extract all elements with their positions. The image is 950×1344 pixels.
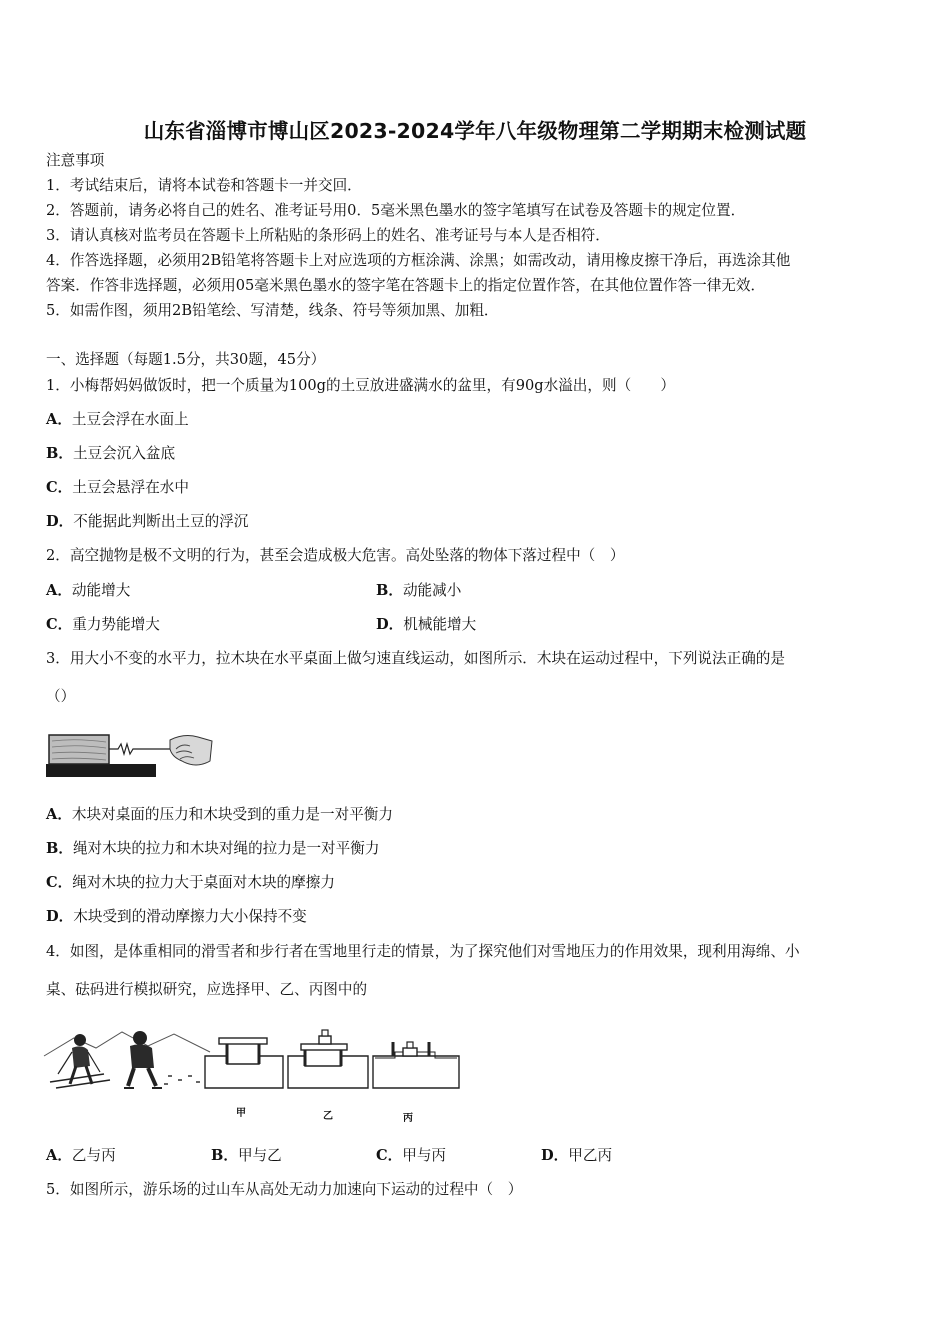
notice-item-4: 4．作答选择题，必须用2B铅笔将答题卡上对应选项的方框涂满、涂黑；如需改动，请用橡皮擦干净后，再选涂其他 <box>46 252 791 269</box>
q3-option-a <box>46 805 393 825</box>
wood-block <box>49 735 109 764</box>
caption-yi: 乙 <box>323 1111 333 1122</box>
option-text: 动能增大 <box>71 582 131 599</box>
notice-item-1: 1．考试结束后，请将本试卷和答题卡一并交回． <box>46 177 362 194</box>
q2-option-b <box>376 581 461 601</box>
option-label: B． <box>376 582 403 599</box>
q1-option-b <box>46 444 175 464</box>
option-text: 甲与乙 <box>237 1147 282 1164</box>
q4-option-b <box>211 1146 282 1166</box>
sponge-jia <box>205 1038 283 1088</box>
sponge-yi <box>288 1030 368 1088</box>
option-label: C． <box>46 874 73 891</box>
option-label: B． <box>46 840 73 857</box>
caption-jia: 甲 <box>236 1108 246 1119</box>
option-text: 土豆会悬浮在水中 <box>72 479 189 496</box>
option-label: A． <box>46 582 72 599</box>
option-text: 木块对桌面的压力和木块受到的重力是一对平衡力 <box>71 806 393 823</box>
q4-option-a <box>46 1146 116 1166</box>
option-text: 绳对木块的拉力大于桌面对木块的摩擦力 <box>72 874 335 891</box>
option-label: D． <box>46 513 74 530</box>
option-label: A． <box>46 411 72 428</box>
q4-option-c <box>376 1146 446 1166</box>
option-label: B． <box>46 445 73 462</box>
q1-option-a <box>46 410 189 430</box>
option-text: 动能减小 <box>402 582 462 599</box>
option-text: 机械能增大 <box>403 616 477 633</box>
rope-spring <box>109 744 174 754</box>
skier-icon <box>50 1034 110 1088</box>
notice-item-4-cont: 答案．作答非选择题，必须用05毫米黑色墨水的签字笔在答题卡上的指定位置作答，在其他位置作答一律无效． <box>46 277 766 294</box>
option-text: 甲乙丙 <box>568 1147 613 1164</box>
q4-snow-figure <box>44 1026 210 1092</box>
option-text: 绳对木块的拉力和木块对绳的拉力是一对平衡力 <box>72 840 380 857</box>
notice-item-3: 3．请认真核对监考员在答题卡上所粘贴的条形码上的姓名、准考证号与本人是否相符． <box>46 227 610 244</box>
q3-option-d <box>46 907 307 927</box>
sponge-bing <box>373 1042 459 1088</box>
option-text: 不能据此判断出土豆的浮沉 <box>73 513 249 530</box>
q3-stem-cont: （） <box>46 688 76 705</box>
option-label: C． <box>46 616 73 633</box>
section-heading: 一、选择题（每题1.5分，共30题，45分） <box>46 351 326 368</box>
q2-stem: 2．高空抛物是极不文明的行为，甚至会造成极大危害。高处坠落的物体下落过程中（ ） <box>46 547 625 564</box>
hand-icon <box>170 736 212 765</box>
q1-stem: 1．小梅帮妈妈做饭时，把一个质量为100g的土豆放进盛满水的盆里，有90g水溢出，则（ ） <box>46 377 675 394</box>
q2-option-a <box>46 581 130 601</box>
snow-footprints <box>164 1076 200 1084</box>
option-label: D． <box>541 1147 569 1164</box>
q2-option-c <box>46 615 160 635</box>
option-text: 木块受到的滑动摩擦力大小保持不变 <box>73 908 307 925</box>
option-label: D． <box>46 908 74 925</box>
q1-option-c <box>46 478 189 498</box>
option-text: 甲与丙 <box>402 1147 447 1164</box>
q3-stem: 3．用大小不变的水平力，拉木块在水平桌面上做匀速直线运动，如图所示．木块在运动过程中，下列说法正确的是 <box>46 650 785 667</box>
q5-stem: 5．如图所示，游乐场的过山车从高处无动力加速向下运动的过程中（ ） <box>46 1181 523 1198</box>
q4-stem: 4．如图，是体重相同的滑雪者和步行者在雪地里行走的情景，为了探究他们对雪地压力的作用效果，现利用海绵、小 <box>46 943 800 960</box>
table-surface <box>46 764 156 777</box>
page-title: 山东省淄博市博山区2023-2024学年八年级物理第二学期期末检测试题 <box>143 119 807 143</box>
option-text: 重力势能增大 <box>72 616 160 633</box>
option-label: A． <box>46 806 72 823</box>
q3-option-c <box>46 873 335 893</box>
q4-stem-cont: 桌、砝码进行模拟研究，应选择甲、乙、丙图中的 <box>46 981 368 998</box>
option-text: 土豆会浮在水面上 <box>71 411 189 428</box>
option-text: 土豆会沉入盆底 <box>72 445 176 462</box>
option-text: 乙与丙 <box>71 1147 116 1164</box>
q3-figure <box>46 731 212 779</box>
walker-icon <box>124 1031 162 1088</box>
option-label: C． <box>376 1147 403 1164</box>
option-label: C． <box>46 479 73 496</box>
caption-bing: 丙 <box>403 1113 413 1124</box>
q3-option-b <box>46 839 379 859</box>
option-label: D． <box>376 616 404 633</box>
q4-sponge-figures <box>203 1028 463 1090</box>
notice-heading: 注意事项 <box>46 152 105 169</box>
notice-item-2: 2．答题前，请务必将自己的姓名、准考证号用0．5毫米黑色墨水的签字笔填写在试卷及答题卡的规定位置． <box>46 202 746 219</box>
q1-option-d <box>46 512 248 532</box>
mountain-background <box>44 1032 210 1056</box>
option-label: B． <box>211 1147 238 1164</box>
option-label: A． <box>46 1147 72 1164</box>
q2-option-d <box>376 615 476 635</box>
q4-option-d <box>541 1146 612 1166</box>
notice-item-5: 5．如需作图，须用2B铅笔绘、写清楚，线条、符号等须加黑、加粗． <box>46 302 499 319</box>
